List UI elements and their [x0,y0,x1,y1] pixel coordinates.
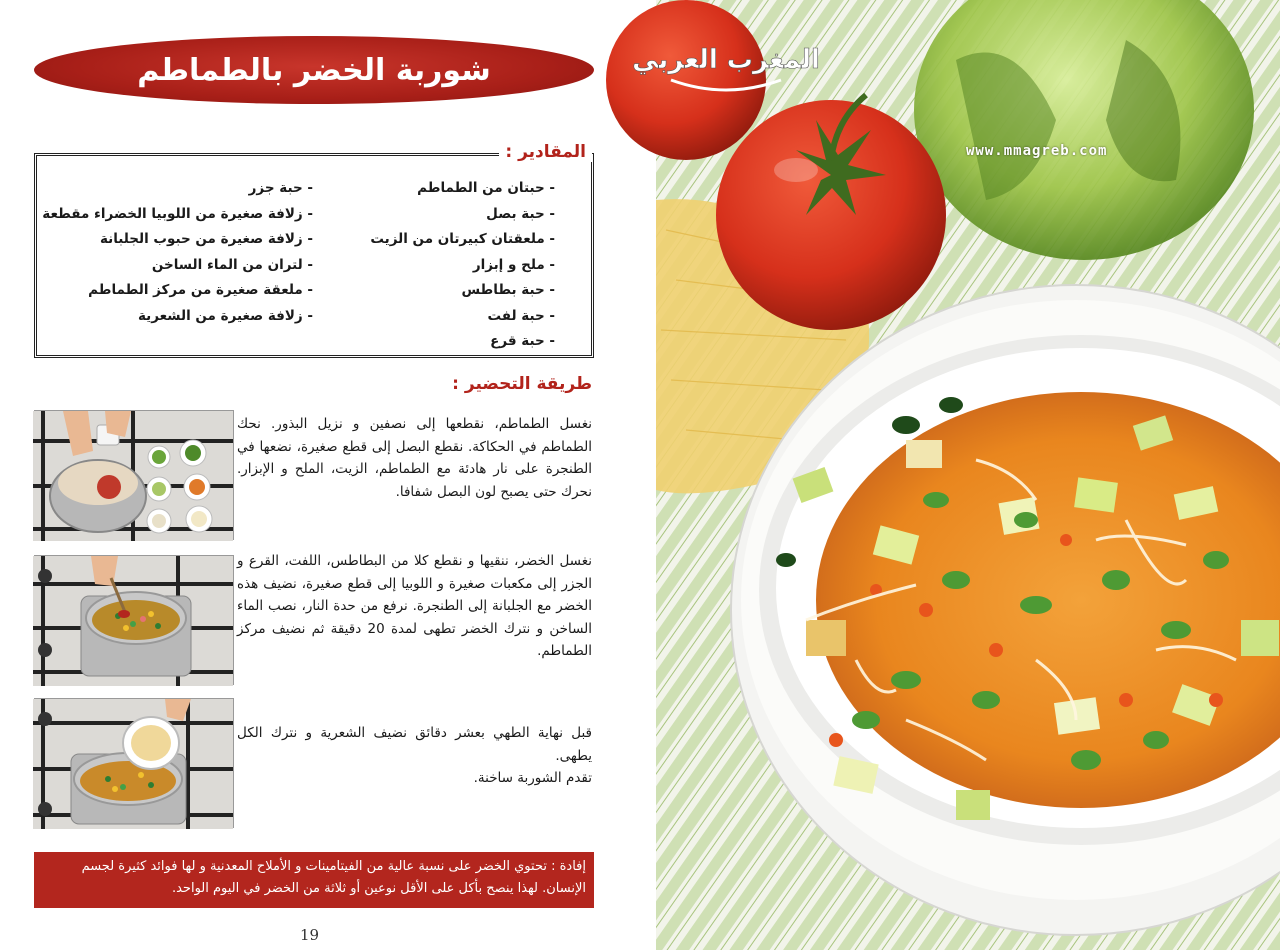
ingredient-item: - حبة جزر [248,180,313,196]
step-2-photo [34,555,234,685]
step-2-paragraph: نغسل الخضر، ننقيها و نقطع كلا من البطاطس، اللفت، القرع و الجزر إلى مكعبات صغيرة و اللوبيا إلى قطع صغيرة، نضيف هذه الخضر مع الجلبانة إلى الطنجرة. نرفع من حدة النار، نصب الماء الساخن و نترك الخضر تطهى لمدة 20 دقيقة ثم نضيف مركز الطماطم. [237,553,592,659]
ingredients-heading: المقادير : [499,142,592,162]
step-2-text [237,550,592,663]
ingredient-item: - حبتان من الطماطم [417,180,555,196]
ingredient-item: - حبة بصل [486,205,555,222]
watermark-url: www.mmagreb.com [966,143,1108,159]
watermark-logo-icon [632,0,820,110]
ingredient-item: - ملح و إبزار [472,256,555,273]
page-number: 19 [300,926,320,944]
ingredient-item: - ملعقة صغيرة من مركز الطماطم [88,282,313,298]
step-1-paragraph: نغسل الطماطم، نقطعها إلى نصفين و نزيل البذور. نحك الطماطم في الحكاكة. نقطع البصل إلى قطع صغيرة، نضعها في الطنجرة على نار هادئة مع الطماطم، الزيت، الملح و الإبزار. نحرك حتى يصبح لون البصل شفافا. [237,416,592,500]
step-1-photo [34,410,234,540]
step-3-photo [34,698,234,828]
ingredient-item: - زلافة صغيرة من الشعرية [137,307,313,324]
ingredients-column-1 [370,176,555,355]
ingredients-column-2 [42,176,313,329]
ingredient-item: - حبة لفت [487,307,555,324]
soup-photo [632,0,1280,950]
ingredient-item: - ملعقتان كبيرتان من الزيت [370,231,555,247]
step-3-text [237,722,592,790]
ingredient-item: - حبة قرع [490,333,555,349]
ingredient-item: - لتران من الماء الساخن [151,256,313,273]
recipe-title: شوربة الخضر بالطماطم [137,52,491,88]
ingredient-item: - زلافة صغيرة من اللوبيا الخضراء مقطعة [42,205,313,222]
step-3-paragraph: قبل نهاية الطهي بعشر دقائق نضيف الشعرية و نترك الكل يطهى. [237,725,592,764]
ingredient-item: - حبة بطاطس [461,282,555,298]
tip-bar: إفادة : تحتوي الخضر على نسبة عالية من الفيتامينات و الأملاح المعدنية و لها فوائد كثيرة لجسم الإنسان. لهذا ينصح بأكل على الأقل نوعين أو ثلاثة من الخضر في اليوم الواحد. [34,852,594,908]
ingredient-item: - زلافة صغيرة من حبوب الجلبانة [99,231,313,247]
step-1-text [237,413,592,503]
title-banner [34,36,594,104]
logo-text: المغرب العربي [632,45,820,75]
serving-note: تقدم الشوربة ساخنة. [473,770,592,786]
ingredients-box [34,153,594,358]
method-heading: طريقة التحضير : [452,374,592,394]
